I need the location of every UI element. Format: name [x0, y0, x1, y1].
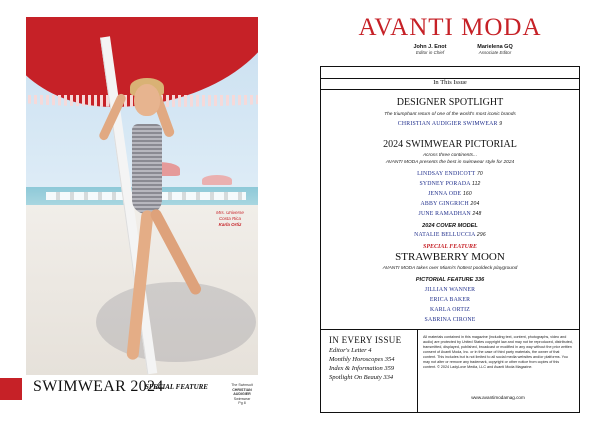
model-name[interactable]: JUNE RAMADHAN: [418, 211, 471, 217]
caption-line: Pg 8: [238, 401, 246, 406]
editor-credit: [400, 44, 460, 55]
every-issue-item[interactable]: Index & Information 359: [329, 365, 395, 372]
caption-line: Karla Ortiz: [218, 222, 242, 227]
pictorial-item[interactable]: [321, 191, 579, 197]
editor-credit: [465, 44, 525, 55]
editor-name: Marielena GQ: [477, 44, 513, 50]
right-page: [300, 0, 600, 424]
red-accent-block: [0, 378, 22, 400]
page-number: 204: [470, 201, 480, 207]
legal-notice: All materials contained in this magazine (including text, content, photographs, video and audio) are protected by United States copyright law and may not be reproduced, distributed, transmitted, displayed, published, broadcast or modified in any way without the prior written consent of Avanti Moda, Inc. or in the case of third party materials, the owner of that content. This includes but is not limited to all social media websites and/or platforms. You may not alter or remove any trademark, copyright or other notice from copies of this content. © 2024 LadyLove Media, LLC and Avanti Moda Magazine.: [423, 335, 573, 369]
page-number: 112: [471, 181, 481, 187]
model-name[interactable]: ABBY GINGRICH: [420, 201, 469, 207]
distant-umbrella: [202, 175, 232, 185]
bottom-vertical-divider: [417, 329, 418, 412]
designer-spotlight-text: The triumphant return of one of the world's most iconic brands: [384, 112, 516, 117]
model-caption: [198, 210, 262, 228]
pictorial-text: Across three continents...: [422, 153, 478, 158]
designer-spotlight-link[interactable]: [321, 121, 579, 127]
masthead: AVANTI MODA: [358, 14, 542, 41]
every-issue-item[interactable]: Spotlight On Beauty 334: [329, 374, 394, 381]
credit-caption: [225, 383, 259, 406]
caption-line: Swimwear: [233, 396, 251, 401]
designer-name[interactable]: CHRISTIAN AUDIGIER SWIMWEAR: [397, 121, 498, 127]
caption-line: The Swimsuit: [231, 383, 253, 387]
strawberry-moon-text: AVANTI MODA takes over Miami's hottest pooldeck playground: [382, 266, 518, 271]
website-link[interactable]: www.avantimodamag.com: [471, 395, 525, 400]
designer-spotlight-heading: DESIGNER SPOTLIGHT: [396, 97, 504, 108]
contents-frame: [320, 66, 580, 413]
footer-title: SWIMWEAR 2024: [33, 378, 164, 395]
editor-role: Associate Editor: [478, 50, 512, 55]
every-issue-item[interactable]: Monthly Horoscopes 354: [329, 356, 395, 363]
model-name[interactable]: NATALIE BELLUCCIA: [414, 232, 476, 238]
page-number: 9: [499, 121, 503, 127]
caption-line: Costa Rica: [218, 216, 241, 221]
pictorial-item[interactable]: [321, 201, 579, 207]
cover-model-item[interactable]: [321, 232, 579, 238]
every-issue-heading: IN EVERY ISSUE: [329, 335, 402, 345]
caption-line: CHRISTIAN AUDIGIER: [232, 387, 252, 397]
cover-photo: [26, 17, 258, 375]
model-name[interactable]: SYDNEY PORADA: [419, 181, 471, 187]
caption-line: Mrs. Universe: [216, 210, 244, 215]
footer-special-feature: SPECIAL FEATURE: [145, 383, 208, 391]
pictorial-heading: 2024 SWIMWEAR PICTORIAL: [383, 139, 517, 150]
bottom-divider: [321, 329, 579, 330]
model-name[interactable]: LINDSAY ENDICOTT: [417, 171, 476, 177]
strawberry-moon-heading: STRAWBERRY MOON: [395, 251, 505, 263]
every-issue-item[interactable]: Editor's Letter 4: [329, 347, 372, 354]
page-number: 296: [476, 232, 486, 238]
feature-model-item[interactable]: SABRINA CIRONE: [424, 317, 476, 323]
pictorial-item[interactable]: [321, 211, 579, 217]
feature-model-item[interactable]: JILLIAN WANNER: [424, 287, 476, 293]
pictorial-item[interactable]: [321, 181, 579, 187]
cover-model-label: 2024 COVER MODEL: [422, 223, 478, 229]
model-name[interactable]: JENNA ODE: [428, 191, 462, 197]
model-figure: [108, 72, 188, 372]
pictorial-item[interactable]: [321, 171, 579, 177]
feature-model-item[interactable]: KARLA ORTIZ: [429, 307, 470, 313]
pictorial-feature-label: PICTORIAL FEATURE 336: [415, 277, 485, 283]
page-number: 70: [476, 171, 483, 177]
feature-model-item[interactable]: ERICA BAKER: [429, 297, 471, 303]
in-this-issue-heading: In This Issue: [433, 79, 467, 86]
page-number: 248: [472, 211, 482, 217]
pictorial-text: AVANTI MODA presents the best in swimwear style for 2024: [385, 160, 515, 165]
editor-name: John J. Enot: [413, 44, 447, 50]
page-number: 160: [462, 191, 472, 197]
special-feature-label: SPECIAL FEATURE: [423, 244, 477, 250]
editor-role: Editor in Chief: [415, 50, 445, 55]
